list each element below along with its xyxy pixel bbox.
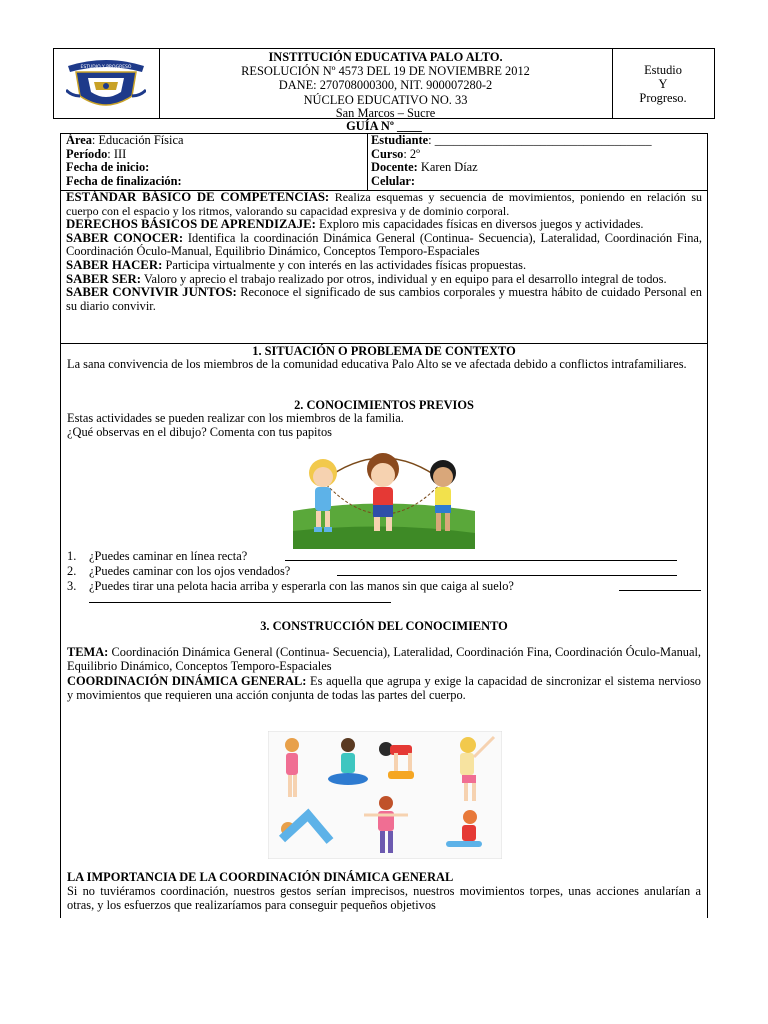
questions-list	[67, 549, 701, 609]
ser-paragraph	[66, 273, 702, 287]
coord-text: Es aquella que agrupa y exige la capacidad de sincronizar el sistema nervioso y movimientos que requieren una acción conjunta de todas las partes del cuerpo.	[67, 674, 701, 702]
estudiante-label: Estudiante	[371, 133, 429, 147]
header-center-cell	[159, 49, 613, 118]
area-row	[66, 134, 364, 148]
section2-line2: ¿Qué observas en el dibujo? Comenta con tus papitos	[67, 425, 332, 439]
question-2-text: ¿Puedes caminar con los ojos vendados?	[89, 564, 291, 578]
convivir-label: SABER CONVIVIR JUNTOS:	[66, 285, 237, 300]
estandar-paragraph	[66, 191, 702, 218]
question-3-answer-line-b[interactable]	[89, 593, 391, 603]
question-1-answer-line[interactable]	[285, 551, 677, 561]
derechos-paragraph	[66, 218, 702, 232]
hacer-label: SABER HACER:	[66, 257, 163, 272]
curso-label: Curso	[371, 146, 404, 161]
conocer-text: Identifica la coordinación Dinámica General (Continua- Secuencia), Lateralidad, Coordinación Fina, Coordinación Óculo-Manual, Equilibrio Dinámico, Conceptos Temporo-Espaciales	[66, 230, 703, 259]
ser-text: Valoro y aprecio el trabajo realizado por otros, individual y en equipo para el desarrollo integral de todos.	[141, 271, 667, 286]
info-grid	[60, 133, 708, 191]
section2-line1: Estas actividades se pueden realizar con los miembros de la familia.	[67, 411, 404, 425]
docente-value: Karen Díaz	[417, 160, 478, 175]
celular-row	[371, 175, 706, 189]
fecha-inicio-label: Fecha de inicio:	[66, 160, 150, 175]
area-value: : Educación Física	[91, 133, 184, 147]
section1-title: 1. SITUACIÓN O PROBLEMA DE CONTEXTO	[252, 344, 516, 358]
importancia-title: LA IMPORTANCIA DE LA COORDINACIÓN DINÁMICA GENERAL	[67, 870, 454, 884]
question-3-answer-line-a[interactable]	[619, 581, 701, 591]
competencias-block	[66, 191, 702, 313]
question-1-number: 1.	[67, 549, 77, 563]
guia-title: GUÍA Nº ____	[346, 119, 422, 133]
logo-text: ESTUDIO Y PROGRESO	[80, 65, 132, 70]
question-1	[67, 549, 701, 564]
derechos-label: DERECHOS BÁSICOS DE APRENDIZAJE:	[66, 217, 316, 232]
header-table	[53, 48, 715, 119]
question-3-text: ¿Puedes tirar una pelota hacia arriba y esperarla con las manos sin que caiga al suelo?	[89, 579, 514, 593]
hacer-text: Participa virtualmente y con interés en las actividades físicas propuestas.	[162, 257, 527, 272]
docente-label: Docente:	[371, 160, 418, 175]
derechos-text: Exploro mis capacidades físicas en diversos juegos y actividades.	[315, 217, 644, 232]
motto-cell	[612, 49, 714, 118]
question-3	[67, 579, 701, 594]
question-2-answer-line[interactable]	[337, 566, 677, 576]
tema-paragraph	[67, 646, 701, 673]
motto-line3: Progreso.	[639, 91, 687, 105]
periodo-row	[66, 148, 364, 162]
motto-line1: Estudio	[644, 63, 682, 77]
question-2-number: 2.	[67, 564, 77, 578]
periodo-value: : III	[107, 146, 127, 161]
fecha-fin-label: Fecha de finalización:	[66, 173, 182, 188]
estudiante-value: : ___________________________________	[428, 133, 652, 147]
question-3-number: 3.	[67, 579, 77, 593]
institution-logo	[66, 56, 146, 112]
coord-paragraph	[67, 675, 701, 702]
logo-cell	[54, 49, 160, 118]
tema-label: TEMA:	[67, 645, 109, 659]
question-3-continuation	[67, 594, 701, 609]
dane-text: DANE: 270708000300, NIT. 900007280-2	[278, 78, 493, 93]
convivir-text: Reconoce el significado de sus cambios corporales y muestra hábito de cuidado Personal en su diario convivir.	[66, 285, 702, 313]
fecha-inicio-row	[66, 161, 364, 175]
section3-title: 3. CONSTRUCCIÓN DEL CONOCIMIENTO	[260, 619, 508, 633]
city-text: San Marcos – Sucre	[335, 105, 436, 120]
resolution-text: RESOLUCIÓN Nº 4573 DEL 19 DE NOVIEMBRE 2012	[241, 64, 530, 79]
curso-row	[371, 148, 706, 162]
motto-line2: Y	[658, 77, 668, 91]
question-2	[67, 564, 701, 579]
conocer-paragraph	[66, 232, 702, 259]
coord-label: COORDINACIÓN DINÁMICA GENERAL:	[67, 674, 307, 688]
fecha-fin-row	[66, 175, 364, 189]
children-stretching-illustration	[268, 731, 502, 859]
docente-row	[371, 161, 706, 175]
children-jumping-rope-illustration	[293, 441, 475, 549]
curso-value: : 2º	[403, 146, 420, 161]
estudiante-row	[371, 134, 706, 148]
periodo-label: Período	[66, 146, 108, 161]
estandar-text: Realiza esquemas y secuencia de movimientos, poniendo en relación su cuerpo con el espacio y los ritmos, valorando su capacidad expresiva y de dominio corporal.	[66, 190, 702, 218]
nucleo-text: NÚCLEO EDUCATIVO NO. 33	[303, 92, 468, 107]
hacer-paragraph	[66, 259, 702, 273]
question-1-text: ¿Puedes caminar en línea recta?	[89, 549, 248, 563]
celular-label: Celular:	[371, 173, 416, 188]
conocer-label: SABER CONOCER:	[66, 230, 184, 245]
ser-label: SABER SER:	[66, 271, 142, 286]
convivir-paragraph	[66, 286, 702, 313]
area-label: Área	[66, 133, 92, 147]
tema-text: Coordinación Dinámica General (Continua- Secuencia), Lateralidad, Coordinación Fina, Coordinación Óculo-Manual, Equilibrio Dinámico, Conceptos Temporo-Espaciales	[67, 645, 701, 673]
importancia-text: Si no tuviéramos coordinación, nuestros gestos serían imprecisos, nuestros movimientos torpes, unas acciones anularían a otras, y los esfuerzos que realizaríamos para conseguir pequeños objetivos	[67, 884, 701, 912]
section1-text: La sana convivencia de los miembros de la comunidad educativa Palo Alto se ve afectada debido a conflictos intrafamiliares.	[67, 357, 687, 371]
estandar-label: ESTÁNDAR BÁSICO DE COMPETENCIAS:	[66, 190, 330, 204]
section2-title: 2. CONOCIMIENTOS PREVIOS	[294, 398, 474, 412]
institution-title: INSTITUCIÓN EDUCATIVA PALO ALTO.	[268, 50, 503, 64]
